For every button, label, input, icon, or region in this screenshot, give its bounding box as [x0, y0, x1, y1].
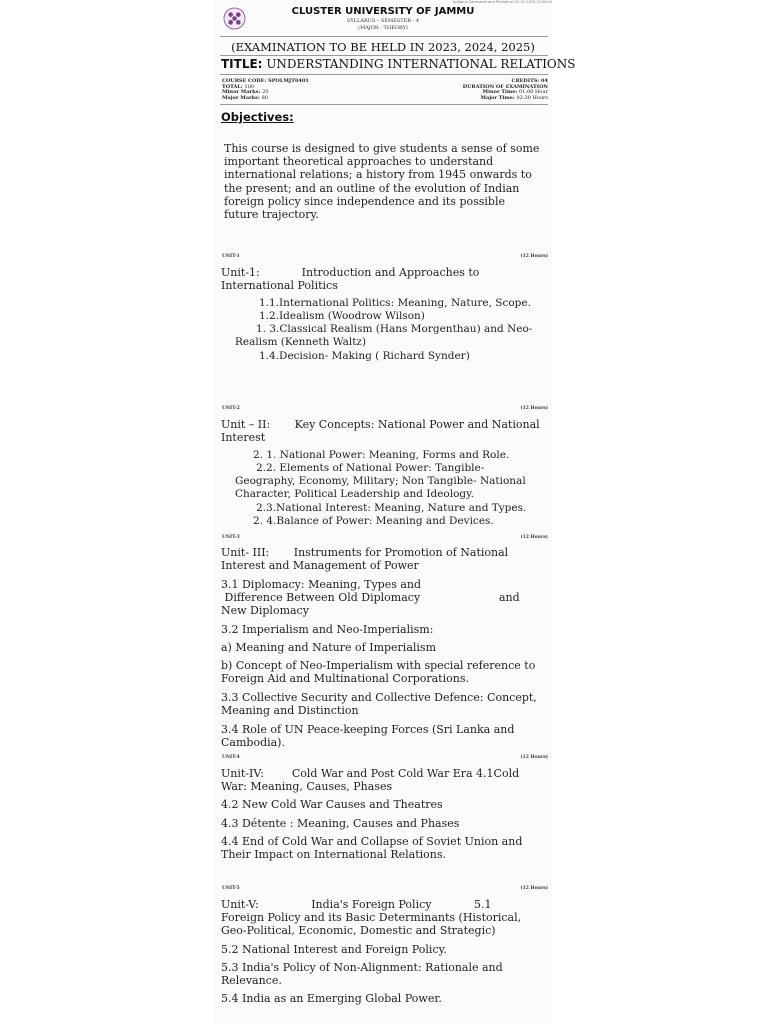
minor-marks-value: 20 — [262, 89, 269, 96]
unit1-title-line: International Politics — [221, 279, 338, 293]
major-time-label: Major Time: — [480, 94, 515, 101]
unit5-hours: (12 Hours) — [520, 886, 548, 891]
objectives-heading: Objectives: — [221, 110, 294, 124]
unit4-item: 4.4 End of Cold War and Collapse of Soviet Union and — [221, 835, 523, 848]
unit5-item: 5.3 India's Policy of Non-Alignment: Rationale and — [221, 961, 503, 974]
unit4-label: UNIT-4 — [222, 755, 240, 760]
major-line: (MAJOR - THEORY) — [358, 25, 408, 31]
unit3-title-line: Interest and Management of Power — [221, 559, 419, 573]
unit4-hours: (12 Hours) — [520, 755, 548, 760]
objectives-line: foreign policy since independence and its possible — [224, 194, 505, 208]
unit2-title — [221, 418, 540, 444]
unit5-title-line: Geo-Political, Economic, Domestic and Strategic) — [221, 924, 496, 937]
unit3-item: Difference Between Old Diplomacy — [221, 591, 421, 604]
unit3-item: 3.2 Imperialism and Neo-Imperialism: — [221, 623, 434, 636]
unit4-title — [221, 767, 519, 793]
unit5-title-line: Foreign Policy and its Basic Determinants (Historical, — [221, 911, 522, 924]
unit3-item: 3.3 Collective Security and Collective Defence: Concept, — [221, 691, 537, 704]
unit4-item: 4.3 Détente : Meaning, Causes and Phases — [221, 817, 460, 830]
course-meta-right — [463, 79, 548, 101]
title-text: UNDERSTANDING INTERNATIONAL RELATIONS — [266, 57, 576, 71]
unit3-item: 3.4 Role of UN Peace-keeping Forces (Sri Lanka and — [221, 723, 515, 736]
unit2-hours: (12 Hours) — [520, 406, 548, 411]
unit4-item: 4.2 New Cold War Causes and Theatres — [221, 798, 443, 811]
unit1-item: 1.4.Decision- Making ( Richard Synder) — [259, 350, 470, 362]
unit3-item: b) Concept of Neo-Imperialism with special reference to — [221, 659, 536, 672]
unit2-item: Geography, Economy, Military; Non Tangible- National — [235, 475, 526, 487]
objectives-line: future trajectory. — [224, 208, 319, 222]
print-stamp: Syllabus Generated and Printed on 02-01-2023 13:40:00 — [452, 0, 552, 4]
unit4-title-line: War: Meaning, Causes, Phases — [221, 780, 393, 794]
unit3-label: UNIT-3 — [222, 535, 240, 540]
unit3-hours: (12 Hours) — [520, 535, 548, 540]
unit1-label: UNIT-1 — [222, 254, 240, 259]
unit3-item: Meaning and Distinction — [221, 704, 359, 717]
objectives-line: This course is designed to give students a sense of some — [224, 142, 540, 155]
unit4-title-line: Unit-IV: Cold War and Post Cold War Era 4.1Cold — [221, 767, 520, 780]
unit4-item: Their Impact on International Relations. — [221, 848, 446, 861]
divider — [220, 36, 548, 37]
course-meta-left — [222, 79, 309, 101]
unit2-item: Character, Political Leadership and Ideology. — [235, 488, 475, 500]
minor-time-label: Minor Time: — [482, 89, 518, 96]
divider — [220, 55, 548, 56]
minor-marks-label: Minor Marks: — [222, 89, 261, 96]
unit3-item: a) Meaning and Nature of Imperialism — [221, 641, 436, 654]
unit5-item: 5.2 National Interest and Foreign Policy. — [221, 943, 447, 956]
course-title — [221, 57, 576, 71]
unit3-item: Foreign Aid and Multinational Corporations. — [221, 672, 469, 685]
unit2-label: UNIT-2 — [222, 406, 240, 411]
unit1-item: 1.2.Idealism (Woodrow Wilson) — [259, 310, 425, 322]
credits-value: 04 — [541, 78, 548, 84]
unit3-item: New Diplomacy — [221, 604, 309, 617]
unit2-title-line: Unit – II: Key Concepts: National Power and National — [221, 418, 540, 431]
minor-time-value: 01:00 Hour — [519, 89, 548, 96]
unit5-title-number: 5.1 — [474, 898, 492, 911]
divider — [220, 74, 548, 75]
major-marks-value: 80 — [261, 94, 268, 101]
exam-line: (EXAMINATION TO BE HELD IN 2023, 2024, 2025) — [231, 40, 535, 54]
unit5-label: UNIT-5 — [222, 886, 240, 891]
course-code: SPOLMJT0401 — [268, 78, 309, 84]
unit3-item: 3.1 Diplomacy: Meaning, Types and — [221, 578, 422, 591]
divider — [220, 104, 548, 105]
unit1-item: Realism (Kenneth Waltz) — [235, 336, 367, 348]
major-time-value: 02:30 Hours — [516, 94, 548, 101]
total-value: 100 — [244, 83, 255, 90]
title-label: TITLE: — [221, 57, 263, 71]
credits-label: CREDITS: — [511, 78, 540, 84]
unit1-title-line: Unit-1: Introduction and Approaches to — [221, 266, 480, 279]
duration-label: DURATION OF EXAMINATION — [462, 83, 548, 90]
unit3-item: Cambodia). — [221, 736, 285, 749]
objectives-paragraph — [224, 142, 546, 221]
unit1-title — [221, 266, 479, 292]
syllabus-page — [214, 0, 576, 1024]
unit1-hours: (12 Hours) — [520, 254, 548, 259]
unit3-item: and — [499, 591, 520, 604]
unit3-title-line: Unit- III: Instruments for Promotion of National — [221, 546, 509, 559]
unit5-item: Relevance. — [221, 974, 282, 987]
major-marks-label: Major Marks: — [222, 94, 260, 101]
unit5-item: 5.4 India as an Emerging Global Power. — [221, 992, 442, 1005]
unit3-title — [221, 546, 508, 572]
syllabus-line: SYLLABUS – SEMESTER - 4 — [346, 18, 420, 24]
unit5-title-line: Unit-V: India's Foreign Policy — [221, 898, 432, 911]
unit2-item: 2.2. Elements of National Power: Tangible- — [256, 462, 485, 474]
unit1-item: 1.1.International Politics: Meaning, Nature, Scope. — [259, 297, 531, 309]
course-code-label: COURSE CODE: — [222, 78, 267, 84]
total-label: TOTAL: — [222, 83, 243, 90]
unit2-item: 2.3.National Interest: Meaning, Nature and Types. — [256, 502, 527, 514]
objectives-line: international relations; a history from 1945 onwards to — [224, 168, 532, 182]
university-name: CLUSTER UNIVERSITY OF JAMMU — [291, 6, 475, 17]
unit2-item: 2. 4.Balance of Power: Meaning and Devices. — [253, 515, 494, 527]
objectives-line: the present; and an outline of the evolution of Indian — [224, 181, 520, 195]
unit2-title-line: Interest — [221, 431, 266, 445]
objectives-line: important theoretical approaches to understand — [224, 155, 494, 169]
unit2-item: 2. 1. National Power: Meaning, Forms and Role. — [253, 449, 510, 461]
unit1-item: 1. 3.Classical Realism (Hans Morgenthau) and Neo- — [256, 323, 533, 335]
